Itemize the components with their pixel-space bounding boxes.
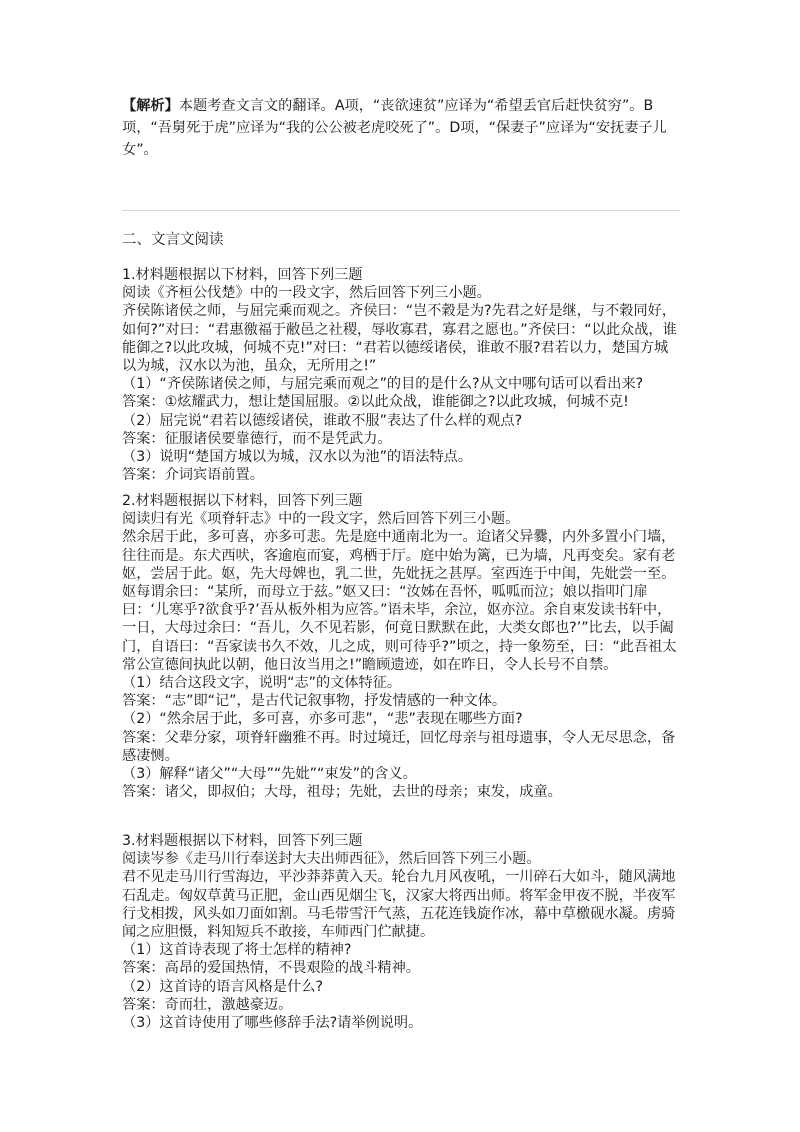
question-line: （2）屈完说“君若以德绥诸侯，谁敢不服”表达了什么样的观点? (122, 412, 523, 429)
answer-line: 答案：介词宾语前置。 (122, 467, 264, 484)
answer-line: 答案：高昂的爱国热情，不畏艰险的战斗精神。 (122, 960, 420, 977)
passage-text: 然余居于此，多可喜，亦多可悲。先是庭中通南北为一。迨诸父异爨，内外多置小门墙，往往而是。东犬西吠，客逾庖而宴，鸡栖于厅。庭中始为篱，已为墙，凡再变矣。家有老妪，尝居于此。妪，先大母婢也，乳二世，先妣抚之甚厚。室西连于中闺，先妣尝一至。妪每谓余曰：“某所，而母立于兹。”妪又曰：“汝姊在吾怀，呱呱而泣；娘以指叩门扉曰：‘儿寒乎?欲食乎?’吾从板外相为应答。”语未毕，余泣，妪亦泣。余自束发读书轩中，一日，大母过余曰：“吾儿，久不见若影，何竟日默默在此，大类女郎也?’”比去，以手阖门，自语曰：“吾家读书久不效，儿之成，则可待乎?”顷之，持一象笏至，曰：“此吾祖太常公宣德间执此以朝，他日汝当用之!”瞻顾遗迹，如在昨日，令人长号不自禁。 (122, 529, 677, 673)
answer-line: 答案：“志”即“记”，是古代记叙事物，抒发情感的一种文体。 (122, 693, 507, 710)
question-line: （2）这首诗的语言风格是什么? (122, 978, 323, 995)
question-block-1 (122, 266, 682, 484)
analysis-text: 本题考查文言文的翻译。A项，“丧欲速贫”应译为“希望丢官后赶快贫穷”。B项，“吾舅死于虎”应译为“我的公公被老虎咬死了”。D项，“保妻子”应译为“安抚妻子儿女”。 (122, 98, 667, 158)
section-divider (122, 210, 680, 211)
question-line: （3）解释“诸父”“大母”“先妣”“束发”的含义。 (122, 766, 417, 783)
block-heading: 1.材料题根据以下材料，回答下列三题 (122, 267, 363, 283)
question-line: （1）这首诗表现了将士怎样的精神? (122, 942, 352, 959)
question-line: （3）这首诗使用了哪些修辞手法?请举例说明。 (122, 1015, 423, 1032)
question-block-2 (122, 492, 682, 801)
answer-line: 答案：①炫耀武力，想让楚国屈服。②以此众战，谁能御之?以此攻城，何城不克! (122, 394, 629, 411)
section-title: 二、文言文阅读 (122, 232, 224, 248)
block-line: 阅读归有光《项脊轩志》中的一段文字，然后回答下列三小题。 (122, 511, 520, 528)
passage-text: 齐侯陈诸侯之师，与屈完乘而观之。齐侯曰：“岂不穀是为?先君之好是继，与不穀同好，如何?”对曰：“君惠徼福于敝邑之社稷，辱收寡君，寡君之愿也。”齐侯曰：“以此众战，谁能御之?以此攻城，何城不克!”对曰：“君若以德绥诸侯，谁敢不服?君若以力，楚国方城以为城，汉水以为池，虽众，无所用之!” (122, 303, 677, 375)
analysis-tag: 【解析】 (122, 98, 179, 114)
question-line: （1）结合这段文字，说明“志”的文体特征。 (122, 675, 402, 692)
block-heading: 2.材料题根据以下材料，回答下列三题 (122, 493, 363, 509)
block-line: 阅读岑参《走马川行奉送封大夫出师西征》，然后回答下列三小题。 (122, 851, 541, 868)
answer-line: 答案：诸父，即叔伯；大母，祖母；先妣，去世的母亲；束发，成童。 (122, 784, 562, 801)
answer-line: 答案：征服诸侯要靠德行，而不是凭武力。 (122, 430, 392, 447)
question-line: （1）“齐侯陈诸侯之师，与屈完乘而观之”的目的是什么?从文中哪句话可以看出来? (122, 376, 644, 393)
answer-line: 答案：父辈分家，项脊轩幽雅不再。时过境迁，回忆母亲与祖母遗事，令人无尽思念，备感凄恻。 (122, 729, 676, 764)
block-heading: 3.材料题根据以下材料，回答下列三题 (122, 833, 363, 849)
question-line: （3）说明“楚国方城以为城，汉水以为池”的语法特点。 (122, 449, 473, 466)
analysis-paragraph (122, 95, 682, 161)
question-block-3 (122, 832, 682, 1032)
question-line: （2）“然余居于此，多可喜，亦多可悲”，“悲”表现在哪些方面? (122, 711, 523, 728)
passage-text: 君不见走马川行雪海边，平沙莽莽黄入天。轮台九月风夜吼，一川碎石大如斗，随风满地石乱走。匈奴草黄马正肥，金山西见烟尘飞，汉家大将西出师。将军金甲夜不脱，半夜军行戈相拨，风头如刀面如割。马毛带雪汗气蒸，五花连钱旋作冰，幕中草檄砚水凝。虏骑闻之应胆慑，料知短兵不敢接，车师西门伫献捷。 (122, 869, 676, 941)
answer-line: 答案：奇而壮，激越豪迈。 (122, 996, 293, 1013)
block-line: 阅读《齐桓公伐楚》中的一段文字，然后回答下列三小题。 (122, 285, 491, 302)
